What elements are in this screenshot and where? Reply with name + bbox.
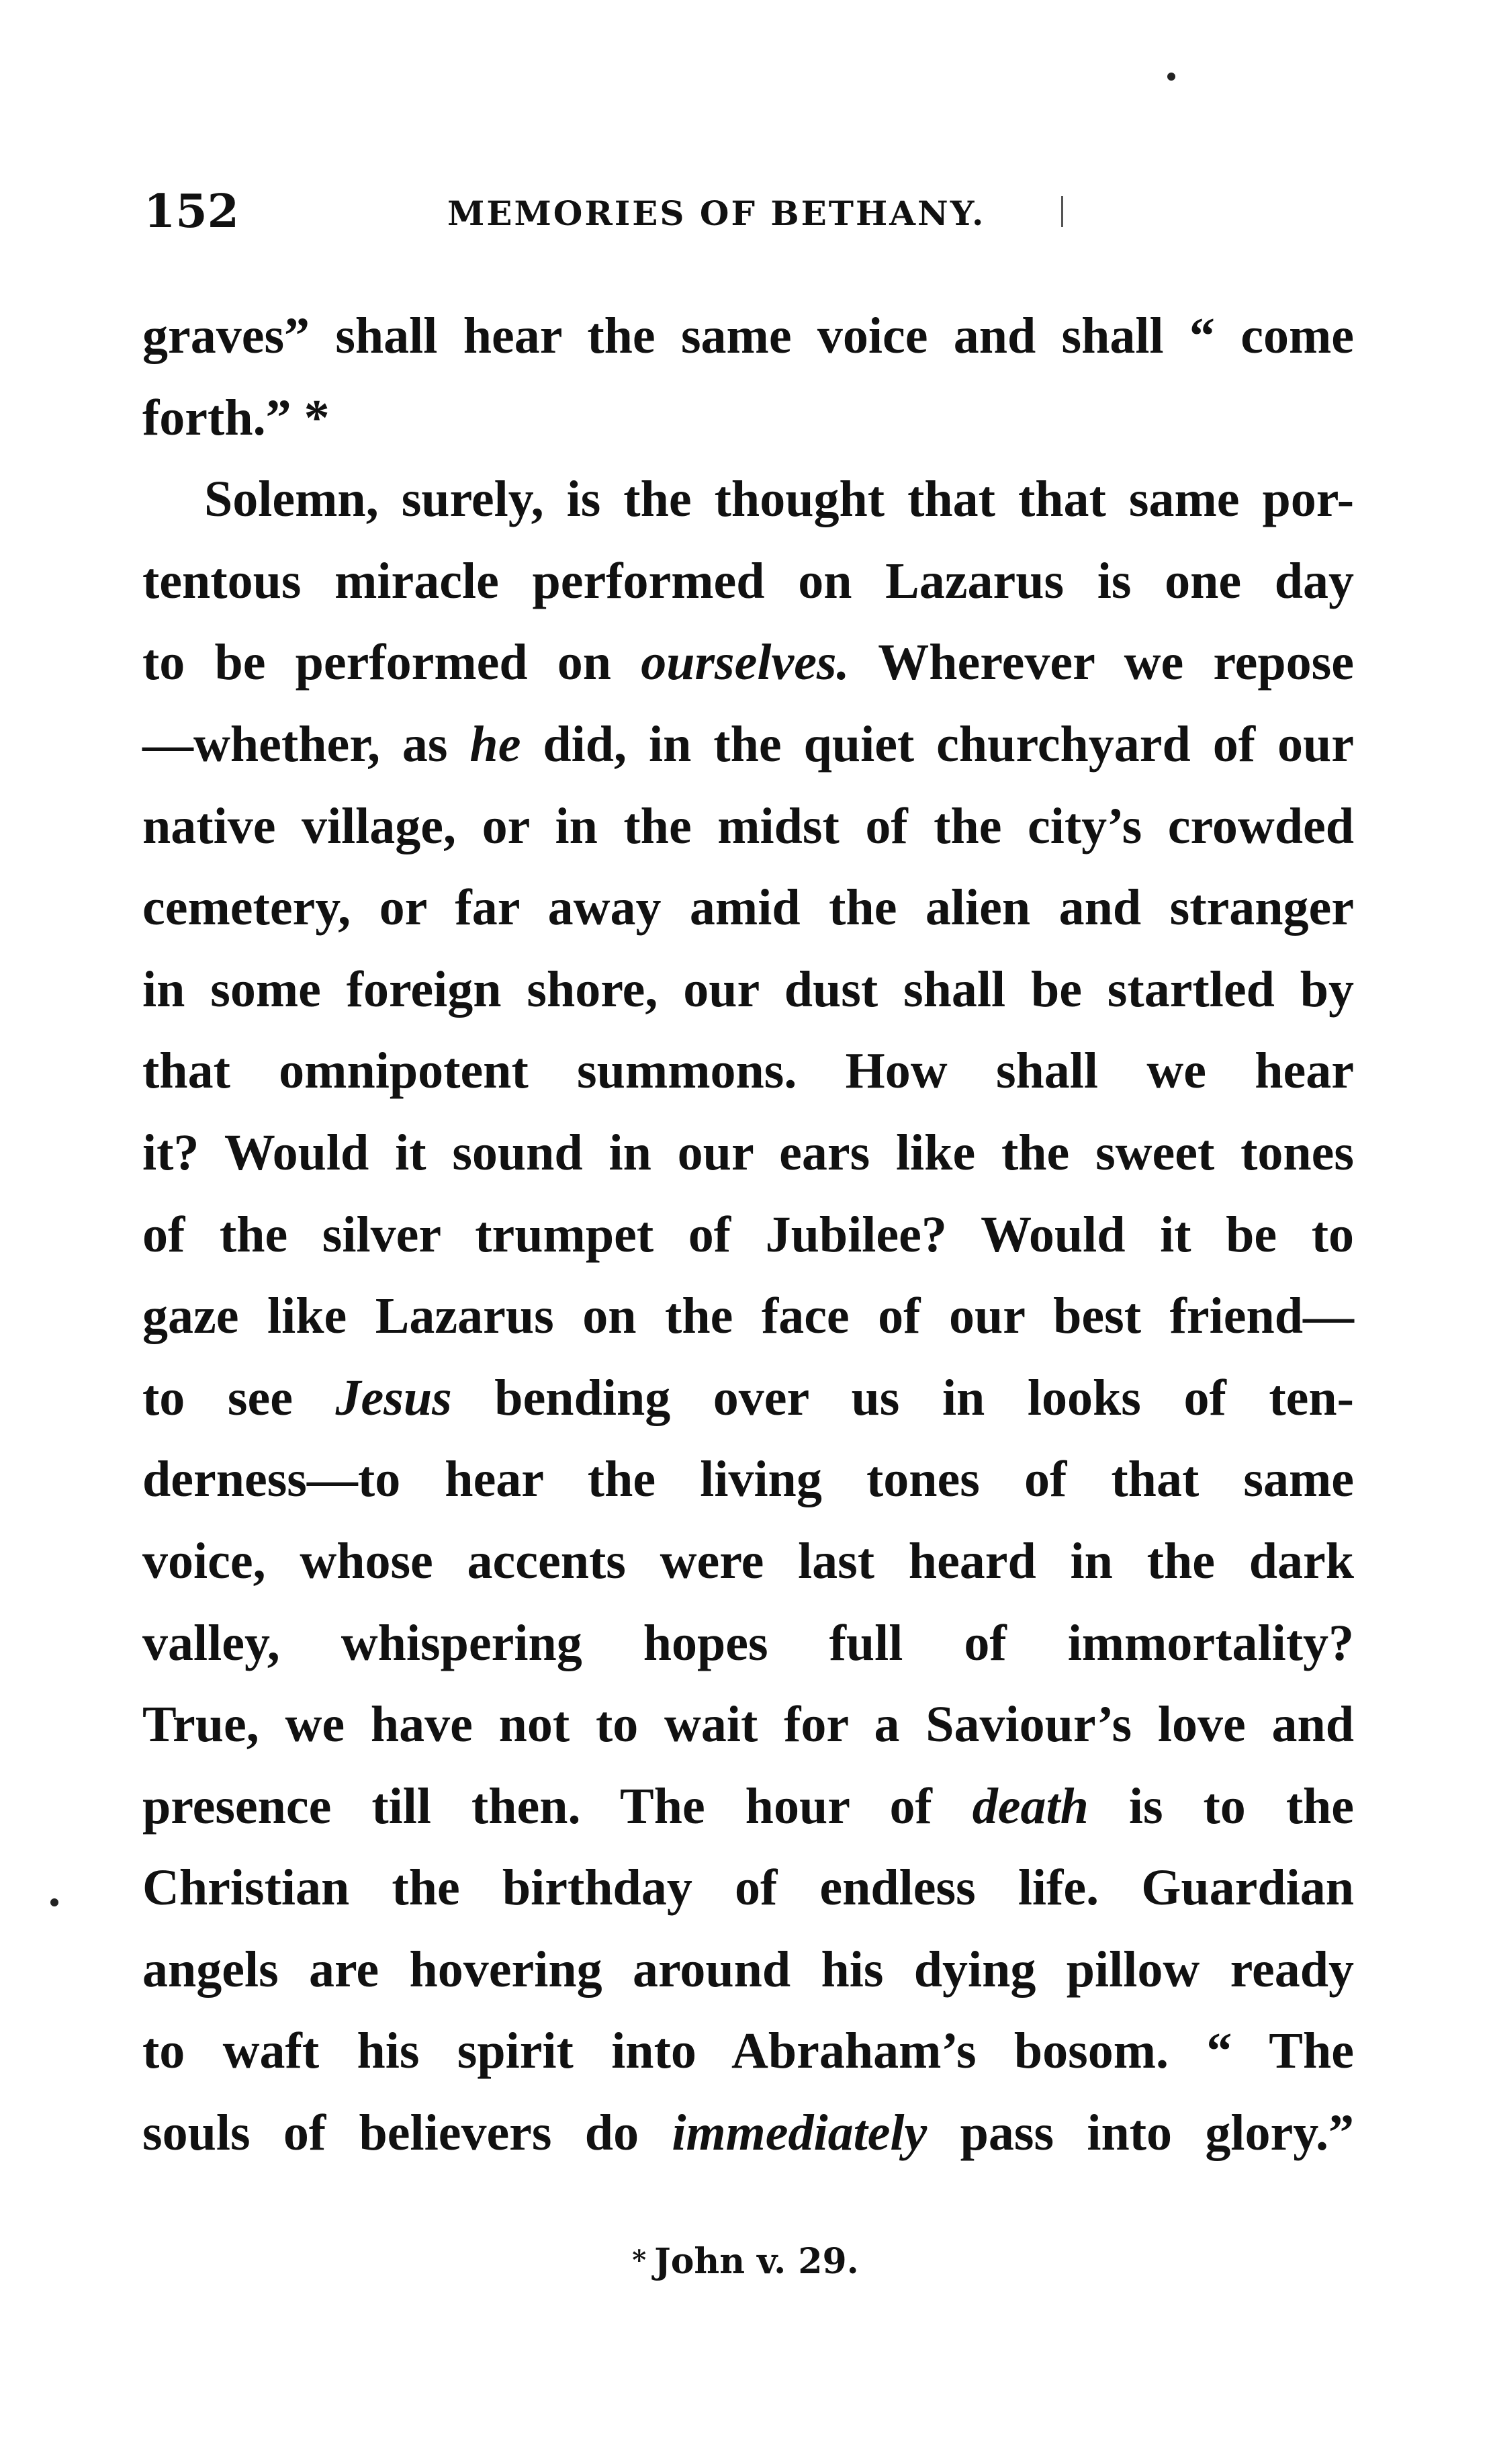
italic-emphasis: ourselves.	[641, 634, 850, 691]
text-line: derness—to hear the living tones of that same	[142, 1451, 1354, 1508]
margin-mark	[1061, 196, 1063, 227]
footnote	[0, 2234, 1491, 2289]
ink-speck	[1167, 73, 1175, 81]
text-line: to be performed on ourselves. Wherever we repose	[142, 634, 1354, 691]
text-line: to waft his spirit into Abraham’s bosom. “ The	[142, 2023, 1354, 2080]
text-line: angels are hovering around his dying pillow ready	[142, 1941, 1354, 1998]
text-line: tentous miracle performed on Lazarus is one day	[142, 552, 1354, 609]
text-line: True, we have not to wait for a Saviour’s love and	[142, 1696, 1354, 1753]
text-line: voice, whose accents were last heard in the dark	[142, 1532, 1354, 1589]
text-line: graves” shall hear the same voice and shall “ come	[142, 308, 1354, 364]
text-line: gaze like Lazarus on the face of our best friend—	[142, 1288, 1354, 1345]
text-line: Christian the birthday of endless life. Guardian	[142, 1859, 1354, 1917]
italic-emphasis: immediately	[672, 2105, 928, 2162]
text-line: to see Jesus bending over us in looks of ten-	[142, 1369, 1354, 1426]
page-header	[144, 181, 1380, 242]
running-title: MEMORIES OF BETHANY.	[447, 193, 986, 233]
text-line: it? Would it sound in our ears like the sweet tones	[142, 1124, 1354, 1181]
text-line: of the silver trumpet of Jubilee? Would it be to	[142, 1206, 1354, 1263]
page-number: 152	[144, 185, 239, 238]
text-line: native village, or in the midst of the city’s crowded	[142, 797, 1354, 854]
text-line: presence till then. The hour of death is to the	[142, 1777, 1355, 1835]
text-line: that omnipotent summons. How shall we hear	[142, 1043, 1354, 1100]
text-line: valley, whispering hopes full of immortality?	[142, 1614, 1354, 1671]
text-line: —whether, as he did, in the quiet churchyard of our	[142, 715, 1355, 773]
ink-speck	[50, 1898, 58, 1906]
footnote-marker: *	[632, 2244, 647, 2276]
text-line: forth.” *	[142, 389, 330, 446]
italic-emphasis: Jesus	[335, 1369, 452, 1426]
italic-emphasis: he	[469, 715, 521, 773]
text-line: cemetery, or far away amid the alien and stranger	[142, 879, 1354, 936]
footnote-text: John v. 29.	[654, 2241, 859, 2282]
italic-emphasis: death	[972, 1777, 1089, 1835]
body-text	[142, 296, 1354, 2174]
text-line: souls of believers do immediately pass into glory.”	[142, 2105, 1354, 2162]
text-line: Solemn, surely, is the thought that that same por-	[204, 471, 1354, 528]
text-line: in some foreign shore, our dust shall be startled by	[142, 961, 1354, 1018]
